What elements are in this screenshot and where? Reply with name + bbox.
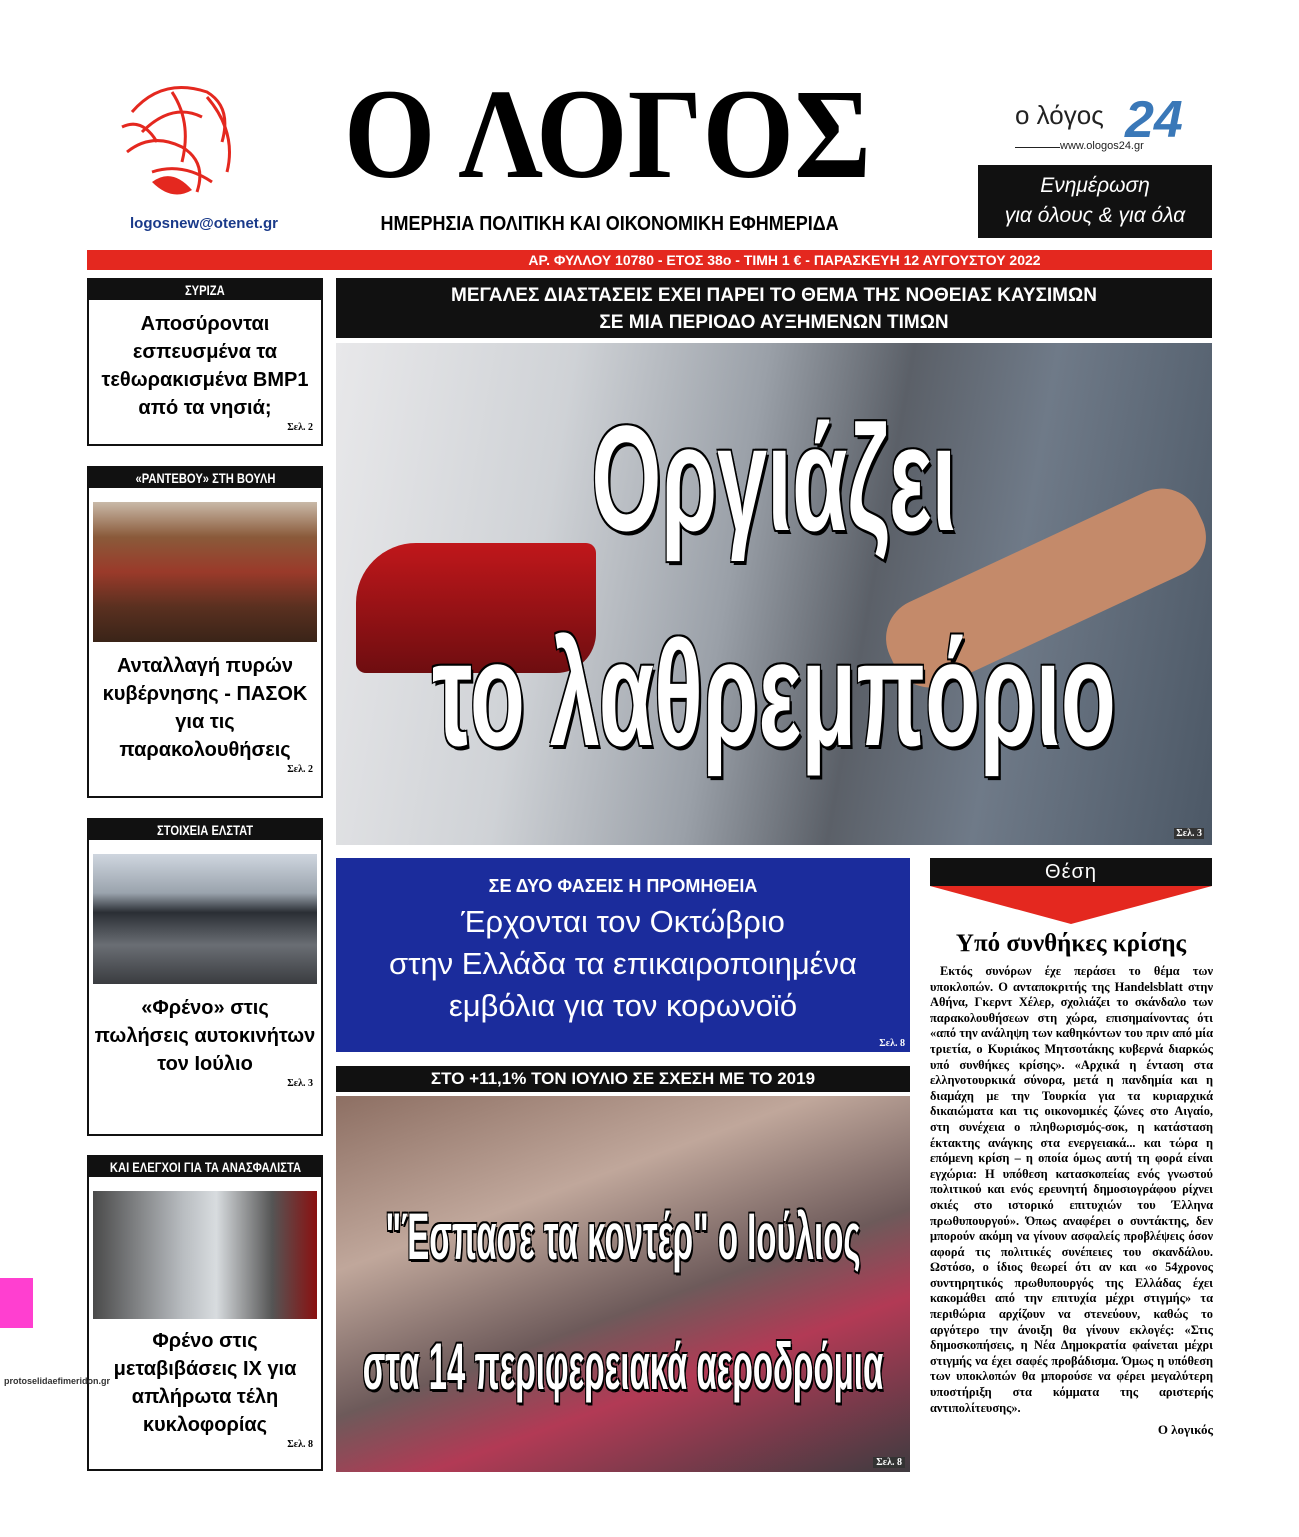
- page-ref: Σελ. 2: [287, 422, 313, 433]
- story-kicker-bar: [89, 820, 321, 840]
- pink-marker: [0, 1278, 33, 1328]
- story-title: Ανταλλαγή πυρών κυβέρνησης - ΠΑΣΟΚ για τις παρακολουθήσεις: [102, 655, 308, 761]
- kicker-line1: ΜΕΓΑΛΕΣ ΔΙΑΣΤΑΣΕΙΣ ΕΧΕΙ ΠΑΡΕΙ ΤΟ ΘΕΜΑ ΤΗΣ ΝΟΘΕΙΑΣ ΚΑΥΣΙΜΩΝ: [451, 285, 1097, 306]
- main-story-photo[interactable]: [336, 343, 1212, 845]
- editorial-title: Υπό συνθήκες κρίσης: [955, 930, 1187, 957]
- page-ref: Σελ. 2: [287, 764, 313, 775]
- slogan-box: [978, 165, 1212, 238]
- story-title: Αποσύρονται εσπευσμένα τα τεθωρακισμένα BMP1 από τα νησιά;: [101, 313, 309, 419]
- sidebar-story[interactable]: [87, 818, 323, 1136]
- editorial-signature: Ο λογικός: [1157, 1422, 1213, 1438]
- title-line: Έρχονται τον Οκτώβριο: [461, 904, 785, 939]
- story-kicker: «ΡΑΝΤΕΒΟΥ» ΣΤΗ ΒΟΥΛΗ: [135, 470, 275, 486]
- contact-email[interactable]: logosnew@otenet.gr: [130, 215, 278, 232]
- issue-info-band: ΑΡ. ΦΥΛΛΟΥ 10780 - ΕΤΟΣ 38ο - ΤΙΜΗ 1 € - ΠΑΡΑΣΚΕΥΗ 12 ΑΥΓΟΥΣΤΟΥ 2022: [87, 250, 1212, 270]
- airports-kicker: ΣΤΟ +11,1% ΤΟΝ ΙΟΥΛΙΟ ΣΕ ΣΧΕΣΗ ΜΕ ΤΟ 2019: [336, 1066, 910, 1092]
- logo24-url[interactable]: www.ologos24.gr: [1060, 140, 1144, 152]
- main-headline-line2: το λαθρεμπόριο: [432, 609, 1116, 777]
- story-title: [336, 901, 910, 1027]
- sidebar-story[interactable]: [87, 1155, 323, 1471]
- red-triangle-decoration: [930, 886, 1212, 924]
- parked-cars-photo: [93, 854, 317, 984]
- story-kicker: ΣΥΡΙΖΑ: [185, 282, 225, 298]
- slogan-line1: Ενημέρωση: [1040, 174, 1150, 197]
- airports-story-photo[interactable]: [336, 1096, 910, 1472]
- main-story-kicker: [336, 278, 1212, 338]
- sidebar-story[interactable]: [87, 466, 323, 798]
- title-line: εμβόλια για τον κορωνοϊό: [448, 988, 798, 1023]
- masthead: [330, 63, 885, 205]
- watermark: protoselidaefimeridon.gr: [4, 1376, 111, 1386]
- page-ref: Σελ. 3: [1176, 828, 1202, 839]
- story-kicker: ΚΑΙ ΕΛΕΓΧΟΙ ΓΙΑ ΤΑ ΑΝΑΣΦΑΛΙΣΤΑ: [109, 1159, 301, 1175]
- ologos24-logo[interactable]: [1010, 91, 1183, 160]
- logo24-digit: 24: [1125, 91, 1183, 149]
- logo24-divider: [1015, 147, 1060, 148]
- story-kicker: ΣΤΟΙΧΕΙΑ ΕΛΣΤΑΤ: [156, 822, 254, 838]
- editorial-section-header: Θέση: [930, 858, 1212, 886]
- kicker-line2: ΣΕ ΜΙΑ ΠΕΡΙΟΔΟ ΑΥΞΗΜΕΝΩΝ ΤΙΜΩΝ: [599, 312, 949, 333]
- story-title: «Φρένο» στις πωλήσεις αυτοκινήτων τον Ιούλιο: [94, 997, 316, 1075]
- parliament-photo: [93, 502, 317, 642]
- title-line: στην Ελλάδα τα επικαιροποιημένα: [389, 946, 857, 981]
- airports-headline-line2: στα 14 περιφερειακά αεροδρόμια: [362, 1329, 884, 1403]
- slogan-line2: για όλους & για όλα: [1004, 204, 1186, 227]
- masthead-subtitle-wrap: [330, 211, 890, 237]
- story-kicker-bar: [89, 468, 321, 488]
- masthead-subtitle: ΗΜΕΡΗΣΙΑ ΠΟΛΙΤΙΚΗ ΚΑΙ ΟΙΚΟΝΟΜΙΚΗ ΕΦΗΜΕΡΙΔΑ: [380, 213, 840, 235]
- story-title: Φρένο στις μεταβιβάσεις ΙΧ για απλήρωτα τέλη κυκλοφορίας: [113, 1330, 297, 1436]
- logo24-name: ο λόγος: [1015, 100, 1104, 130]
- page-ref: Σελ. 8: [873, 1457, 905, 1468]
- newspaper-logo-figures: [112, 72, 248, 208]
- story-kicker-bar: [89, 1157, 321, 1177]
- masthead-title: Ο ΛΟΓΟΣ: [343, 63, 872, 205]
- editorial-column: [930, 964, 1213, 1438]
- editorial-body: Εκτός συνόρων έχε περάσει το θέμα των υποκλοπών. Ο ανταποκριτής της Handelsblatt στην Αθήνα, Γκερντ Χέλερ, σχολιάζει το σκάνδαλο των παρακολουθήσεων στη χώρα, επισημαίνοντας ότι «από την ανάληψη των καθηκόντων του πριν από μία τριετία, ο Κυριάκος Μητσοτάκης κυβερνά διαρκώς υπό συνθήκες κρίσης». «Αρχικά η ένταση στα ελληνοτουρκικά σύνορα, μετά η πανδημία και η διαμάχη με την Τουρκία για τα κυριαρχικά δικαιώματα και τις οικονομικές ζώνες στο Αιγαίο, στη συνέχεια ο πληθωρισμός-σοκ, η κατάσταση έκτακτης ανάγκης στα ενεργειακά... και τώρα η επόμενη κρίση – η οποία όμως αυτή τη φορά είναι εγχώρια: Η υπόθεση κατασκοπείας ενός γνωστού πολιτικού και ενός ερευνητή δημοσιογράφου ρίχνει σκιές στο ιστορικό επιτυχιών του Έλληνα πρωθυπουργού». Όπως αναφέρει ο συντάκτης, δεν μπορούν ακόμη να γίνουν ασφαλείς προβλέψεις όσον αφορά τις πολιτικές συνέπειες του σκανδάλου. Ωστόσο, ο ίδιος θεωρεί ότι αν και «ο 54χρονος συντηρητικός πρωθυπουργός της Ελλάδας έχει κακομάθει από την επιτυχία μέχρι στιγμής» τα περιθώρια αρχίζουν να στενεύουν, καθώς το αργότερο την άνοιξη θα γίνουν εκλογές: «Στις δημοσκοπήσεις, η Νέα Δημοκρατία φαίνεται μέχρι στιγμής να έχει σαφές προβάδισμα. Όμως η υπόθεση των υποκλοπών θα μπορούσε να φέρει μεγαλύτερη υποστήριξη στα κόμματα της αριστερής αντιπολίτευσης».: [930, 964, 1213, 1415]
- story-kicker-bar: [89, 280, 321, 300]
- airports-headline-line1: "Έσπασε τα κοντέρ" ο Ιούλιος: [385, 1199, 861, 1273]
- traffic-photo: [93, 1191, 317, 1319]
- page-ref: Σελ. 8: [879, 1038, 905, 1049]
- story-kicker: ΣΕ ΔΥΟ ΦΑΣΕΙΣ Η ΠΡΟΜΗΘΕΙΑ: [488, 876, 758, 896]
- page-ref: Σελ. 8: [287, 1439, 313, 1450]
- vaccine-story[interactable]: [336, 858, 910, 1052]
- main-headline-line1: Οργιάζει: [591, 394, 957, 562]
- sidebar-story[interactable]: [87, 278, 323, 446]
- page-ref: Σελ. 3: [287, 1078, 313, 1089]
